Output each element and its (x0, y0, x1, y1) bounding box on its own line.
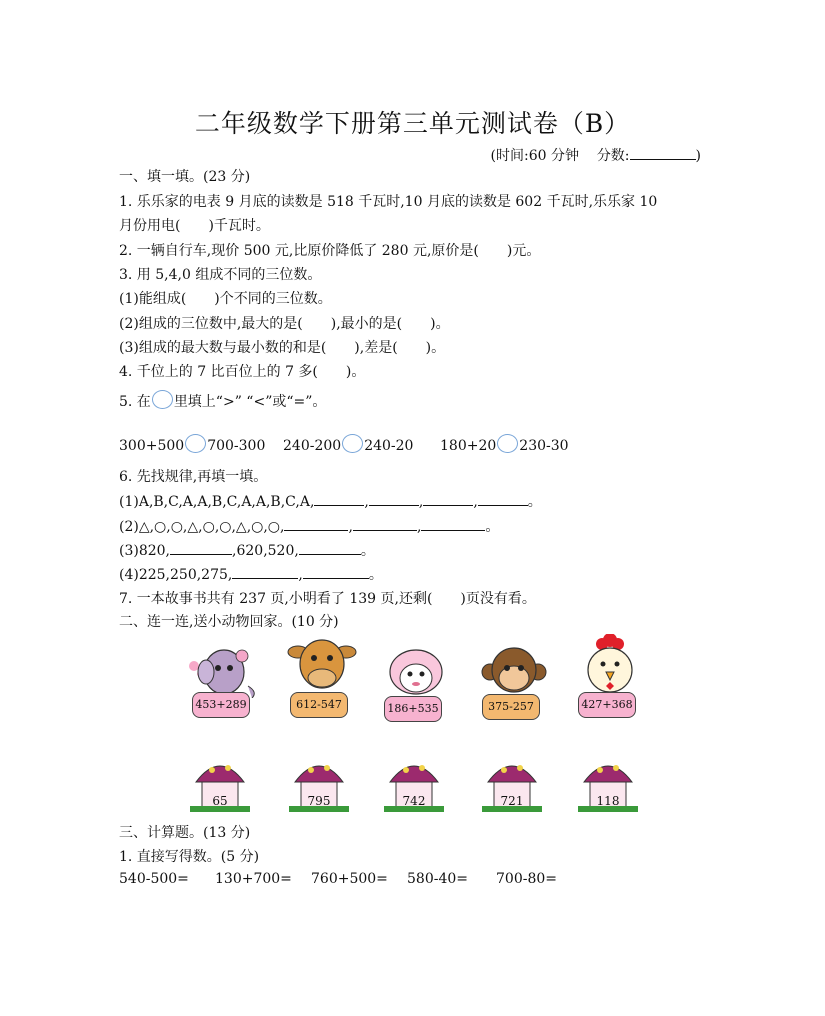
calc-item: 130+700= (215, 871, 292, 887)
time-limit: (时间:60 分钟 (490, 148, 579, 164)
q3-a: (1)能组成( )个不同的三位数。 (119, 291, 332, 307)
house-number: 742 (402, 794, 426, 808)
blank[interactable] (314, 493, 364, 506)
compare-left: 180+20 (440, 438, 497, 454)
q5-post: 里填上“>” “<”或“=”。 (173, 394, 327, 410)
period: 。 (485, 519, 500, 535)
section1-heading: 一、填一填。(23 分) (119, 169, 251, 185)
compare-item-1 (119, 434, 265, 454)
q3-stem: 3. 用 5,4,0 组成不同的三位数。 (119, 267, 322, 283)
rooster-card[interactable] (572, 634, 648, 724)
q5-stem (119, 390, 326, 411)
blank[interactable] (170, 542, 232, 555)
answer-circle-icon (152, 390, 173, 409)
q6-stem: 6. 先找规律,再填一填。 (119, 469, 268, 485)
compare-left: 240-200 (283, 438, 342, 454)
compare-item-3 (440, 434, 569, 454)
house-number: 721 (500, 794, 524, 808)
q3-c: (3)组成的最大数与最小数的和是( ),差是( )。 (119, 340, 446, 356)
house-2[interactable] (289, 752, 349, 814)
sheep-icon (378, 646, 454, 702)
monkey-expression: 375-257 (482, 694, 540, 720)
calc-item: 580-40= (407, 871, 468, 887)
rooster-expression: 427+368 (578, 692, 636, 718)
compare-circle-icon[interactable] (185, 434, 206, 453)
elephant-icon (186, 642, 262, 698)
calc-item: 760+500= (311, 871, 388, 887)
blank[interactable] (353, 518, 417, 531)
period: 。 (527, 494, 542, 510)
section2-heading: 二、连一连,送小动物回家。(10 分) (119, 614, 339, 630)
q6-a (119, 491, 542, 511)
house-3[interactable] (384, 752, 444, 814)
blank[interactable] (421, 518, 485, 531)
calc-item: 540-500= (119, 871, 189, 887)
elephant-expression: 453+289 (192, 692, 250, 718)
house-number: 118 (596, 794, 620, 808)
rooster-icon (572, 634, 648, 696)
q6-b (119, 516, 499, 536)
calc-stem: 1. 直接写得数。(5 分) (119, 849, 260, 865)
blank[interactable] (423, 493, 473, 506)
section3-heading: 三、计算题。(13 分) (119, 825, 251, 841)
q6-c (119, 540, 375, 560)
comma: , (473, 494, 478, 510)
q1-line2: 月份用电( )千瓦时。 (119, 218, 270, 234)
house-1[interactable] (190, 752, 250, 814)
blank[interactable] (284, 518, 348, 531)
page-title: 二年级数学下册第三单元测试卷（B） (194, 109, 631, 138)
period: 。 (360, 543, 375, 559)
q3-b: (2)组成的三位数中,最大的是( ),最小的是( )。 (119, 316, 450, 332)
house-number: 65 (212, 794, 228, 808)
calc-item: 700-80= (496, 871, 557, 887)
comma: , (348, 519, 353, 535)
meta-close: ) (695, 148, 701, 164)
sequence-c-end: ,620,520, (232, 543, 299, 559)
compare-item-2 (283, 434, 413, 454)
exam-meta (491, 145, 701, 165)
q4: 4. 千位上的 7 比百位上的 7 多( )。 (119, 364, 366, 380)
compare-circle-icon[interactable] (342, 434, 363, 453)
compare-right: 700-300 (207, 438, 266, 454)
monkey-card[interactable] (476, 644, 552, 726)
period: 。 (368, 567, 383, 583)
compare-right: 240-20 (364, 438, 414, 454)
sequence-b: (2)△,○,○,△,○,○,△,○,○, (119, 519, 285, 535)
q2: 2. 一辆自行车,现价 500 元,比原价降低了 280 元,原价是( )元。 (119, 243, 541, 259)
score-label: 分数: (596, 148, 630, 164)
elephant-card[interactable] (186, 642, 262, 722)
score-blank (630, 147, 696, 160)
comma: , (364, 494, 369, 510)
blank[interactable] (232, 566, 298, 579)
sequence-c-start: (3)820, (119, 543, 171, 559)
compare-right: 230-30 (519, 438, 569, 454)
cow-card[interactable] (284, 636, 360, 722)
q5-pre: 5. 在 (119, 394, 151, 410)
comma: , (416, 519, 422, 535)
sheep-card[interactable] (378, 646, 454, 726)
house-5[interactable] (578, 752, 638, 814)
sequence-d: (4)225,250,275, (119, 567, 233, 583)
cow-expression: 612-547 (290, 692, 348, 718)
compare-circle-icon[interactable] (497, 434, 518, 453)
cow-icon (284, 636, 360, 694)
blank[interactable] (303, 566, 369, 579)
monkey-icon (476, 644, 552, 700)
q7: 7. 一本故事书共有 237 页,小明看了 139 页,还剩( )页没有看。 (119, 591, 536, 607)
q6-d (119, 564, 383, 584)
blank[interactable] (369, 493, 419, 506)
sheep-expression: 186+535 (384, 696, 442, 722)
house-number: 795 (307, 794, 331, 808)
compare-left: 300+500 (119, 438, 185, 454)
blank[interactable] (299, 542, 361, 555)
comma: , (418, 494, 424, 510)
sequence-a: (1)A,B,C,A,A,B,C,A,A,B,C,A, (119, 494, 315, 510)
blank[interactable] (478, 493, 528, 506)
comma: , (298, 567, 303, 583)
q1-line1: 1. 乐乐家的电表 9 月底的读数是 518 千瓦时,10 月底的读数是 602 千瓦时,乐乐家 10 (119, 194, 658, 210)
house-4[interactable] (482, 752, 542, 814)
